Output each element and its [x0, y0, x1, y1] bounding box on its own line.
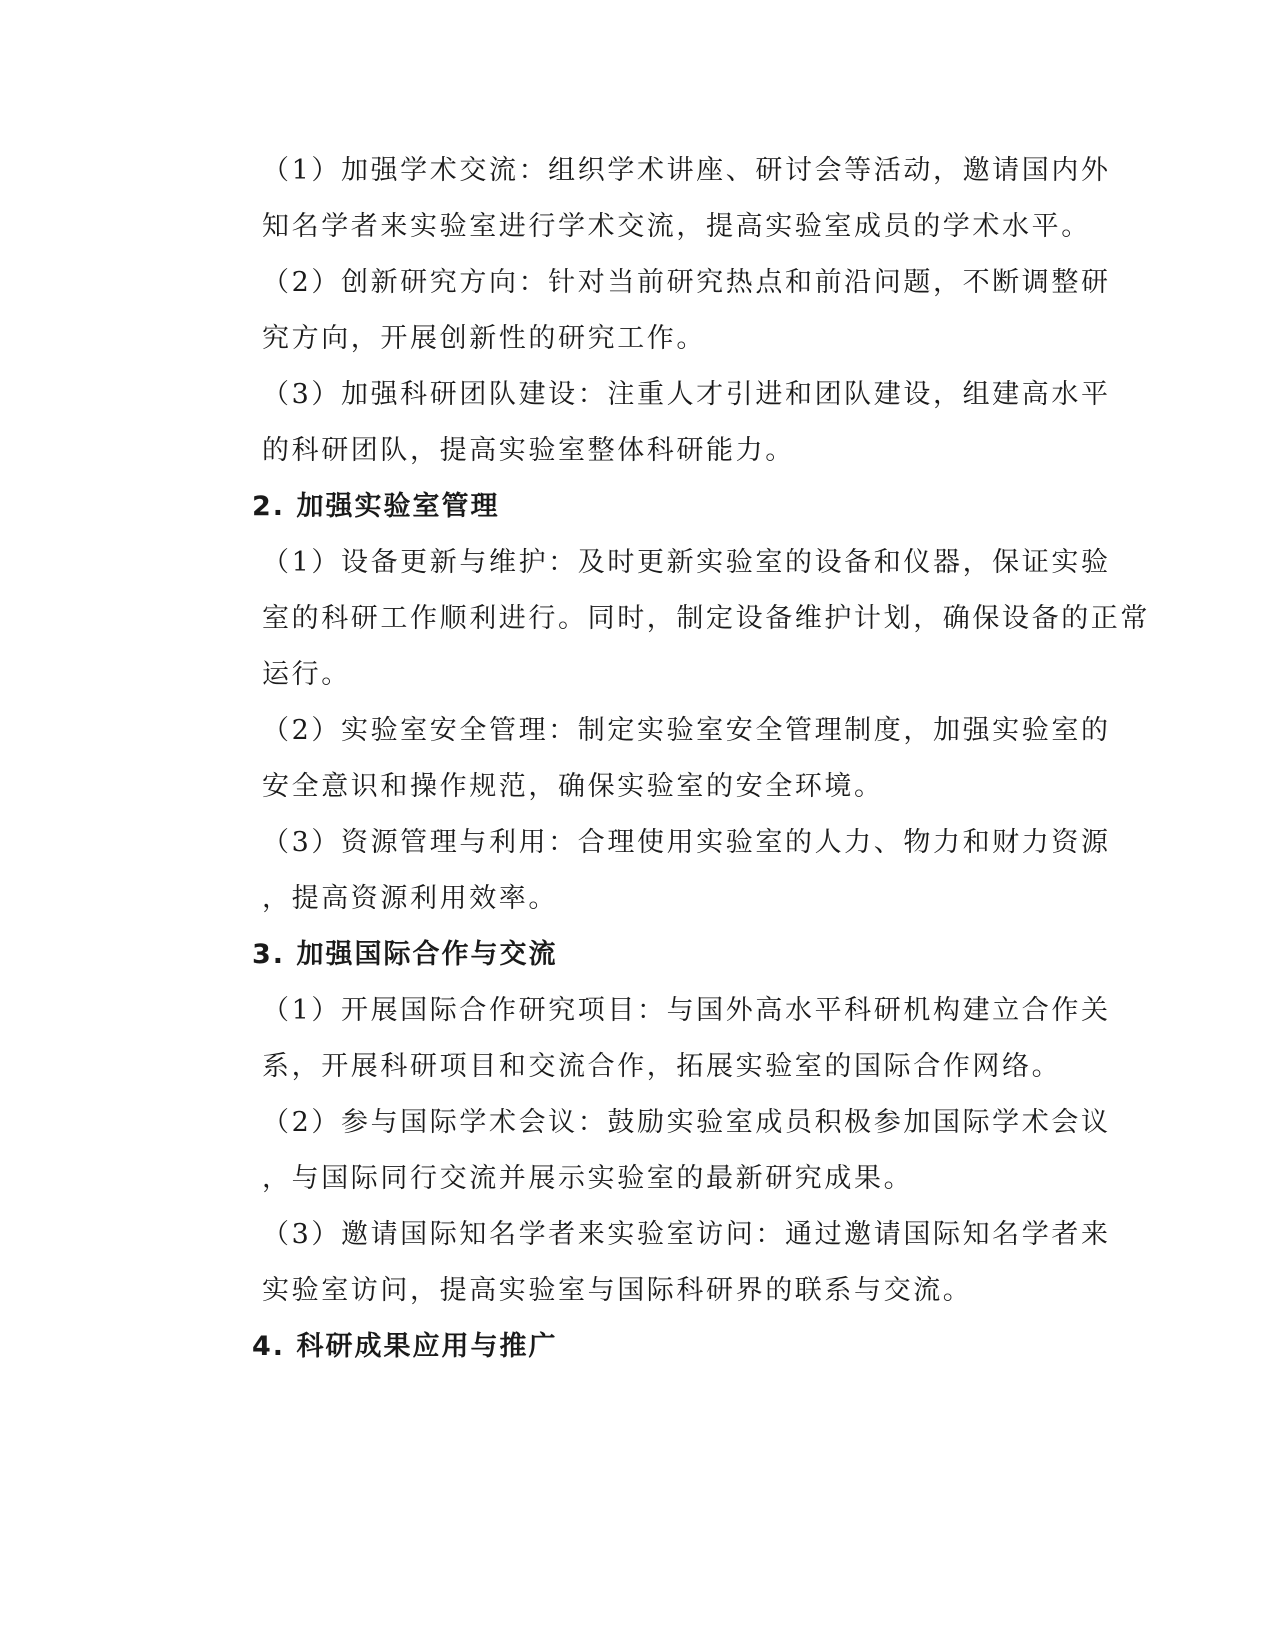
paragraph-research-direction — [188, 255, 1111, 367]
paragraph-equipment — [188, 535, 1150, 703]
text-line: 室的科研工作顺利进行。同时，制定设备维护计划，确保设备的正常 — [262, 603, 1150, 634]
section-heading-results-application — [188, 1319, 1078, 1375]
text-line: （3）邀请国际知名学者来实验室访问：通过邀请国际知名学者来 — [262, 1219, 1111, 1250]
text-line: （2）创新研究方向：针对当前研究热点和前沿问题，不断调整研 — [262, 267, 1111, 298]
paragraph-academic-exchange — [188, 143, 1111, 255]
paragraph-visiting-scholars — [188, 1207, 1111, 1319]
text-line: ，与国际同行交流并展示实验室的最新研究成果。 — [262, 1163, 914, 1194]
text-line: 的科研团队，提高实验室整体科研能力。 — [262, 435, 795, 466]
text-line: （1）设备更新与维护：及时更新实验室的设备和仪器，保证实验 — [262, 547, 1111, 578]
text-line: 安全意识和操作规范，确保实验室的安全环境。 — [262, 771, 884, 802]
text-line: 系，开展科研项目和交流合作，拓展实验室的国际合作网络。 — [262, 1051, 1062, 1082]
text-line: （1）加强学术交流：组织学术讲座、研讨会等活动，邀请国内外 — [262, 155, 1111, 186]
text-line: （2）实验室安全管理：制定实验室安全管理制度，加强实验室的 — [262, 715, 1111, 746]
text-line: 知名学者来实验室进行学术交流，提高实验室成员的学术水平。 — [262, 211, 1091, 242]
section-heading-lab-management — [188, 479, 1078, 535]
heading-text: 3. 加强国际合作与交流 — [252, 939, 558, 970]
paragraph-resource-management — [188, 815, 1111, 927]
heading-text: 2. 加强实验室管理 — [252, 491, 500, 522]
text-line: 究方向，开展创新性的研究工作。 — [262, 323, 706, 354]
text-line: （2）参与国际学术会议：鼓励实验室成员积极参加国际学术会议 — [262, 1107, 1111, 1138]
text-line: 运行。 — [262, 659, 351, 690]
text-line: （3）加强科研团队建设：注重人才引进和团队建设，组建高水平 — [262, 379, 1111, 410]
paragraph-lab-safety — [188, 703, 1111, 815]
text-line: ，提高资源利用效率。 — [262, 883, 558, 914]
paragraph-international-conferences — [188, 1095, 1111, 1207]
paragraph-international-projects — [188, 983, 1111, 1095]
section-heading-international — [188, 927, 1078, 983]
text-line: 实验室访问，提高实验室与国际科研界的联系与交流。 — [262, 1275, 973, 1306]
text-line: （1）开展国际合作研究项目：与国外高水平科研机构建立合作关 — [262, 995, 1111, 1026]
paragraph-research-team — [188, 367, 1111, 479]
text-line: （3）资源管理与利用：合理使用实验室的人力、物力和财力资源 — [262, 827, 1111, 858]
heading-text: 4. 科研成果应用与推广 — [252, 1331, 558, 1362]
document-body — [188, 143, 1150, 1375]
